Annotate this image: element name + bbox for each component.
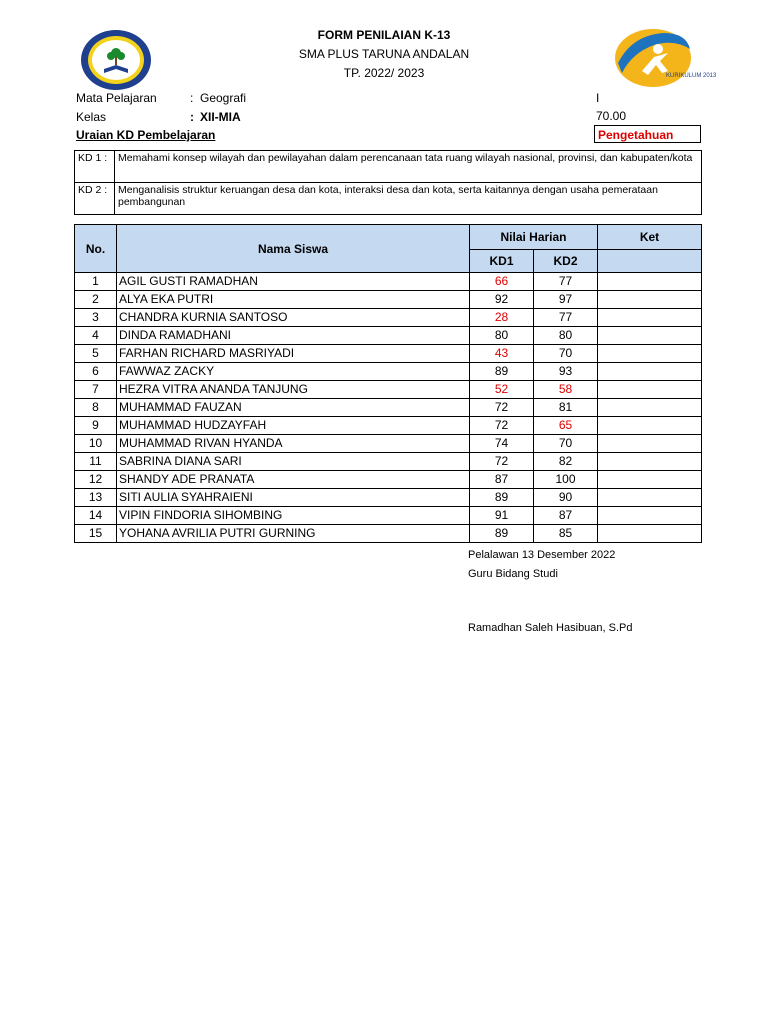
kd2-score: 65 <box>534 417 598 435</box>
kkm-value: 70.00 <box>596 109 627 123</box>
kd2-score: 80 <box>534 327 598 345</box>
ket-cell <box>598 363 702 381</box>
col-no-header: No. <box>75 225 117 273</box>
ket-cell <box>598 435 702 453</box>
kd1-score: 66 <box>470 273 534 291</box>
kd-table <box>74 150 702 215</box>
ket-cell <box>598 309 702 327</box>
kd1-score: 89 <box>470 363 534 381</box>
table-row <box>75 363 702 381</box>
col-nilai-header: Nilai Harian <box>470 225 598 250</box>
kd1-score: 91 <box>470 507 534 525</box>
student-name: MUHAMMAD HUDZAYFAH <box>117 417 470 435</box>
table-row <box>75 471 702 489</box>
kd2-score: 82 <box>534 453 598 471</box>
teacher-name: Ramadhan Saleh Hasibuan, S.Pd <box>468 622 633 634</box>
kd-label: KD 2 : <box>75 183 115 215</box>
table-row <box>75 291 702 309</box>
row-number: 11 <box>75 453 117 471</box>
school-year: TP. 2022/ 2023 <box>343 66 425 80</box>
student-name: MUHAMMAD FAUZAN <box>117 399 470 417</box>
class-colon: : <box>190 110 194 124</box>
row-number: 12 <box>75 471 117 489</box>
ket-cell <box>598 453 702 471</box>
kd1-score: 72 <box>470 399 534 417</box>
kd-text: Memahami konsep wilayah dan pewilayahan dalam perencanaan tata ruang wilayah nasional, provinsi, dan kabupaten/kota <box>115 151 702 183</box>
table-row <box>75 435 702 453</box>
kd1-score: 89 <box>470 489 534 507</box>
student-name: AGIL GUSTI RAMADHAN <box>117 273 470 291</box>
student-name: FARHAN RICHARD MASRIYADI <box>117 345 470 363</box>
table-row <box>75 399 702 417</box>
kd2-score: 81 <box>534 399 598 417</box>
kd2-score: 100 <box>534 471 598 489</box>
kd2-score: 93 <box>534 363 598 381</box>
student-name: VIPIN FINDORIA SIHOMBING <box>117 507 470 525</box>
kd2-score: 70 <box>534 345 598 363</box>
row-number: 1 <box>75 273 117 291</box>
class-label: Kelas <box>76 110 107 124</box>
kd1-score: 89 <box>470 525 534 543</box>
row-number: 9 <box>75 417 117 435</box>
kd1-score: 74 <box>470 435 534 453</box>
row-number: 13 <box>75 489 117 507</box>
kd-row <box>75 151 702 183</box>
student-name: DINDA RAMADHANI <box>117 327 470 345</box>
table-row <box>75 327 702 345</box>
ket-cell <box>598 345 702 363</box>
col-name-header: Nama Siswa <box>117 225 470 273</box>
student-name: FAWWAZ ZACKY <box>117 363 470 381</box>
kd-text: Menganalisis struktur keruangan desa dan kota, interaksi desa dan kota, serta kaitannya dengan usaha pemerataan pembangunan <box>115 183 702 215</box>
kd1-score: 72 <box>470 453 534 471</box>
kd2-score: 58 <box>534 381 598 399</box>
student-name: CHANDRA KURNIA SANTOSO <box>117 309 470 327</box>
student-name: MUHAMMAD RIVAN HYANDA <box>117 435 470 453</box>
table-row <box>75 309 702 327</box>
kd2-score: 90 <box>534 489 598 507</box>
school-name: SMA PLUS TARUNA ANDALAN <box>298 47 470 61</box>
kd2-score: 87 <box>534 507 598 525</box>
kd1-score: 28 <box>470 309 534 327</box>
student-name: HEZRA VITRA ANANDA TANJUNG <box>117 381 470 399</box>
ket-cell <box>598 291 702 309</box>
kd2-score: 77 <box>534 309 598 327</box>
school-emblem-logo <box>80 29 152 91</box>
student-name: SITI AULIA SYAHRAIENI <box>117 489 470 507</box>
kd2-score: 70 <box>534 435 598 453</box>
teacher-role: Guru Bidang Studi <box>468 568 558 580</box>
kd2-score: 85 <box>534 525 598 543</box>
student-name: ALYA EKA PUTRI <box>117 291 470 309</box>
table-row <box>75 345 702 363</box>
subject-value: Geografi <box>200 91 247 105</box>
kd2-score: 77 <box>534 273 598 291</box>
row-number: 15 <box>75 525 117 543</box>
row-number: 6 <box>75 363 117 381</box>
aspect-label: Pengetahuan <box>594 125 701 143</box>
table-row <box>75 507 702 525</box>
kd1-score: 43 <box>470 345 534 363</box>
logo-caption: KURIKULUM 2013 <box>666 73 717 79</box>
ket-cell <box>598 489 702 507</box>
table-row <box>75 417 702 435</box>
col-ket-subheader <box>598 250 702 273</box>
col-ket-header: Ket <box>598 225 702 250</box>
form-title: FORM PENILAIAN K-13 <box>317 28 451 42</box>
row-number: 10 <box>75 435 117 453</box>
ket-cell <box>598 417 702 435</box>
kurikulum-2013-logo <box>612 27 717 89</box>
student-name: SHANDY ADE PRANATA <box>117 471 470 489</box>
row-number: 4 <box>75 327 117 345</box>
subject-colon: : <box>190 91 194 105</box>
table-row <box>75 453 702 471</box>
table-row <box>75 525 702 543</box>
kd1-score: 72 <box>470 417 534 435</box>
ket-cell <box>598 507 702 525</box>
kd-label: KD 1 : <box>75 151 115 183</box>
student-name: SABRINA DIANA SARI <box>117 453 470 471</box>
kd2-score: 97 <box>534 291 598 309</box>
kd1-score: 52 <box>470 381 534 399</box>
ket-cell <box>598 399 702 417</box>
semester-value: I <box>596 91 600 105</box>
ket-cell <box>598 273 702 291</box>
student-name: YOHANA AVRILIA PUTRI GURNING <box>117 525 470 543</box>
col-kd1-header: KD1 <box>470 250 534 273</box>
kd1-score: 92 <box>470 291 534 309</box>
kd1-score: 80 <box>470 327 534 345</box>
uraian-kd-label: Uraian KD Pembelajaran <box>76 128 216 142</box>
table-row <box>75 489 702 507</box>
ket-cell <box>598 471 702 489</box>
row-number: 7 <box>75 381 117 399</box>
kd-row <box>75 183 702 215</box>
table-row <box>75 381 702 399</box>
ket-cell <box>598 327 702 345</box>
place-date: Pelalawan 13 Desember 2022 <box>468 549 616 561</box>
col-kd2-header: KD2 <box>534 250 598 273</box>
row-number: 3 <box>75 309 117 327</box>
kd1-score: 87 <box>470 471 534 489</box>
row-number: 8 <box>75 399 117 417</box>
ket-cell <box>598 525 702 543</box>
score-table <box>74 224 702 543</box>
row-number: 14 <box>75 507 117 525</box>
subject-label: Mata Pelajaran <box>76 91 157 105</box>
row-number: 2 <box>75 291 117 309</box>
table-row <box>75 273 702 291</box>
ket-cell <box>598 381 702 399</box>
class-value: XII-MIA <box>200 110 241 124</box>
row-number: 5 <box>75 345 117 363</box>
